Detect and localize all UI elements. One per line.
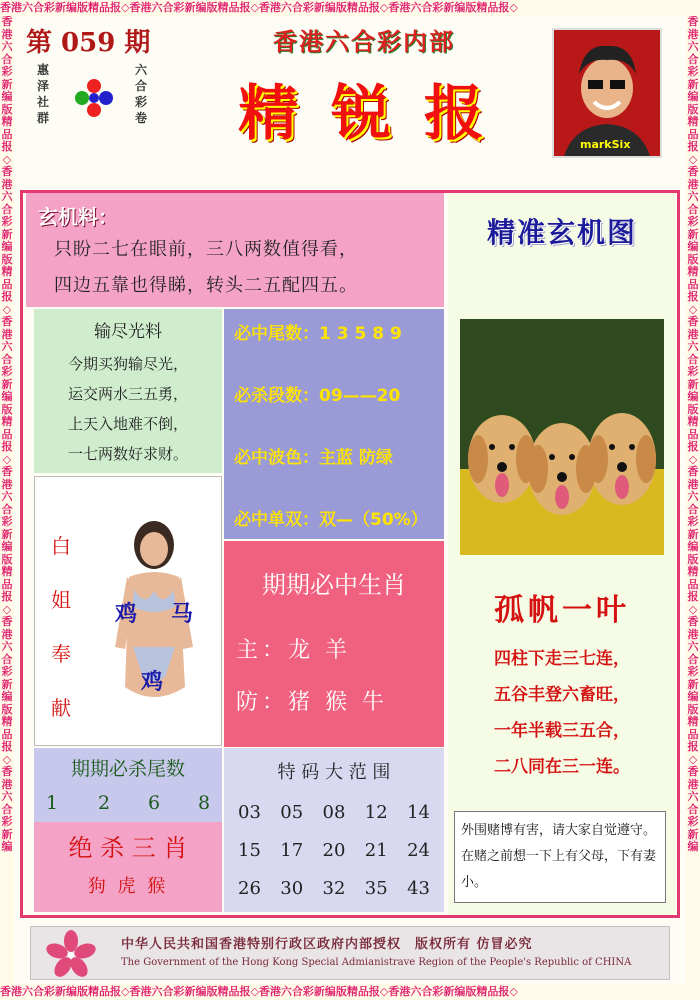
portrait-photo bbox=[552, 28, 662, 158]
lottery-ball-icon bbox=[72, 76, 116, 120]
issue-number: 第 059 期 bbox=[26, 28, 151, 58]
pick-color: 必中波色：主蓝 防绿 bbox=[234, 448, 393, 468]
poem-line: 四柱下走三七连， bbox=[494, 649, 630, 669]
main-title: 精 锐 报 bbox=[238, 79, 490, 149]
special-title: 特 码 大 范 围 bbox=[277, 762, 391, 783]
photo-brand-label: markSix bbox=[580, 138, 631, 151]
left-banner-strip: 香港六合彩新编版精品报◇香港六合彩新编版精品报◇香港六合彩新编版精品报◇香港六合彩新编版精品报◇香港六合彩新编版精品报◇香港六合彩新编 bbox=[0, 16, 14, 984]
dogs-photo bbox=[460, 319, 664, 555]
special-row: 26 30 32 35 43 bbox=[238, 878, 430, 899]
zodiac-guard: 防：猪 猴 牛 bbox=[236, 690, 388, 715]
right-column bbox=[448, 193, 676, 915]
pick-kill-range: 必杀段数：09——20 bbox=[234, 386, 401, 406]
mystery-picture-title: 精准玄机图 bbox=[486, 216, 637, 249]
girl-zodiac-3: 鸡 bbox=[141, 669, 164, 695]
special-grid bbox=[238, 794, 438, 908]
lose-all-title: 输尽光料 bbox=[94, 322, 162, 342]
lose-all-section bbox=[34, 309, 222, 473]
special-row: 15 17 20 21 24 bbox=[238, 840, 430, 861]
bauhinia-emblem-icon bbox=[45, 929, 97, 979]
zodiac-section bbox=[224, 541, 444, 747]
lose-line: 上天入地难不倒， bbox=[67, 415, 188, 433]
picks-section bbox=[224, 309, 444, 539]
kill-tail-title: 期期必杀尾数 bbox=[70, 758, 185, 780]
kill-tail-number: 2 bbox=[98, 792, 111, 814]
riddle-section bbox=[26, 193, 444, 307]
girl-side-text: 白 姐 奉 献 bbox=[51, 534, 71, 720]
riddle-line-2: 四边五靠也得睇，转头二五配四五。 bbox=[54, 275, 358, 296]
lose-line: 今期买狗输尽光， bbox=[67, 355, 188, 373]
lose-line: 一七两数好求财。 bbox=[67, 445, 188, 463]
zodiac-title: 期期必中生肖 bbox=[262, 571, 406, 599]
poem-line: 二八同在三一连。 bbox=[494, 757, 630, 777]
gambling-warning: 外围赌博有害，请大家自觉遵守。在赌之前想一下上有父母，下有妻小。 bbox=[454, 811, 666, 903]
zodiac-main: 主：龙 羊 bbox=[236, 638, 351, 663]
kill-three-section bbox=[34, 822, 222, 912]
top-strip-text: 香港六合彩新编版精品报◇香港六合彩新编版精品报◇香港六合彩新编版精品报◇香港六合彩新编版精品报◇ bbox=[0, 1, 518, 14]
poem-line: 一年半载三五合， bbox=[494, 721, 630, 741]
girl-section bbox=[34, 476, 222, 746]
poem-line: 五谷丰登六畜旺， bbox=[494, 685, 630, 705]
logo-left-text: 惠 泽 社 群 bbox=[36, 63, 49, 125]
pick-odd-even: 必中单双：双—（50%） bbox=[234, 510, 428, 530]
lottery-logo bbox=[34, 62, 164, 142]
pick-tail: 必中尾数：1 3 5 8 9 bbox=[234, 324, 402, 344]
bottom-strip-text: 香港六合彩新编版精品报◇香港六合彩新编版精品报◇香港六合彩新编版精品报◇香港六合彩新编版精品报◇ bbox=[0, 985, 518, 998]
kill-tail-section bbox=[34, 748, 222, 822]
subtitle: 香港六合彩内部 bbox=[273, 27, 455, 56]
kill-tail-number: 1 bbox=[46, 792, 59, 814]
footer-english: The Government of the Hong Kong Special Admianistrave Region of the People's Republic of CHINA bbox=[121, 957, 632, 968]
poem-title: 孤帆一叶 bbox=[494, 593, 630, 628]
girl-zodiac-1: 鸡 bbox=[115, 601, 138, 627]
special-numbers-section bbox=[224, 748, 444, 912]
riddle-line-1: 只盼二七在眼前，三八两数值得看， bbox=[54, 239, 358, 260]
footer bbox=[30, 926, 670, 980]
special-row: 03 05 08 12 14 bbox=[238, 802, 430, 823]
logo-right-text: 六 合 彩 卷 bbox=[134, 63, 147, 125]
riddle-label: 玄机料： bbox=[38, 205, 118, 229]
poem-body bbox=[448, 641, 676, 785]
top-banner-strip bbox=[0, 0, 700, 16]
lose-all-poem bbox=[34, 349, 222, 469]
kill-tail-number: 6 bbox=[148, 792, 161, 814]
footer-chinese: 中华人民共和国香港特别行政区政府内部授权 版权所有 仿冒必究 bbox=[121, 937, 533, 952]
right-banner-strip: 香港六合彩新编版精品报◇香港六合彩新编版精品报◇香港六合彩新编版精品报◇香港六合彩新编版精品报◇香港六合彩新编版精品报◇香港六合彩新编 bbox=[686, 16, 700, 984]
kill-three-title: 绝 杀 三 肖 bbox=[68, 834, 188, 862]
kill-three-animals: 狗 虎 猴 bbox=[87, 876, 169, 897]
lose-line: 运交两水三五勇， bbox=[67, 385, 188, 403]
header bbox=[14, 16, 686, 186]
kill-tail-number: 8 bbox=[198, 792, 211, 814]
girl-zodiac-2: 马 bbox=[171, 601, 194, 627]
bottom-banner-strip bbox=[0, 984, 700, 1000]
